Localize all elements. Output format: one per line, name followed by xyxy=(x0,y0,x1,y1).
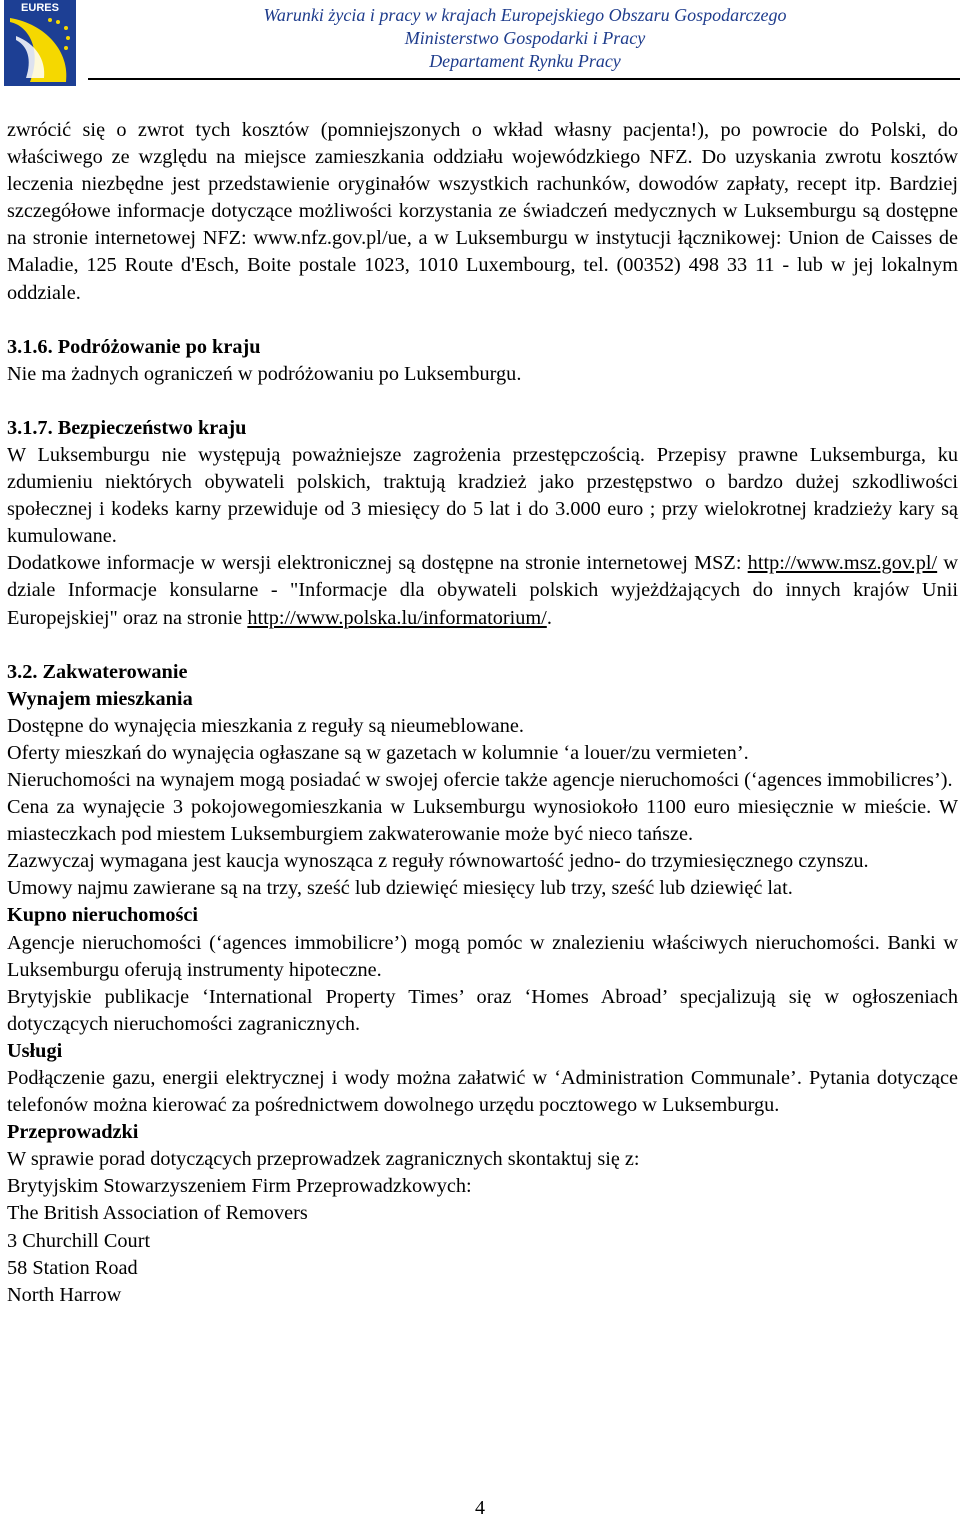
rent-paragraph-4: Cena za wynajęcie 3 pokojowegomieszkania w Luksemburgu wynosiokoło 1100 euro miesięcznie w mieście. W miasteczkach pod miestem Luksemburgiem zakwaterowanie może być nieco tańsze. xyxy=(7,796,958,846)
more-info-text-b: w dziale Informacje konsularne - "Informacje dla obywateli polskich wyjeżdżających do innych krajów Unii Europejskiej" oraz na stronie xyxy=(7,552,959,629)
subheading-buy: Kupno nieruchomości xyxy=(7,904,199,927)
rent-paragraph-6: Umowy najmu zawierane są na trzy, sześć lub dziewięć miesięcy lub trzy, sześć lub dziewięć lat. xyxy=(7,877,793,900)
health-costs-text-a: zwrócić się o zwrot tych kosztów (pomniejszonych o wkład własny pacjenta!), po powrocie do Polski, do właściwego ze względu na miejsce zamieszkania oddziału wojewódzkiego NFZ. Do uzyskania zwrotu kosztów leczenia niezbędne jest przedstawienie oryginałów wszystkich rachunków, dowodów zapłaty, recept itp. xyxy=(7,119,958,196)
page-number: 4 xyxy=(475,1497,485,1519)
health-costs-paragraph xyxy=(7,117,958,307)
moving-paragraph: W sprawie porad dotyczących przeprowadzek zagranicznych skontaktuj się z: xyxy=(7,1148,640,1171)
more-info-text-a: Dodatkowe informacje w wersji elektronicznej są dostępne na stronie internetowej MSZ: xyxy=(7,552,748,575)
msz-link[interactable]: http://www.msz.gov.pl/ xyxy=(747,552,938,575)
page-content xyxy=(7,117,958,1309)
services-paragraph: Podłączenie gazu, energii elektrycznej i wody można załatwić w ‘Administration Communale’. Pytania dotyczące telefonów można kierować za pośrednictwem dowolnego urzędu pocztowego w Luksemburgu. xyxy=(7,1067,958,1117)
eures-logo-icon xyxy=(4,0,76,86)
subheading-moving: Przeprowadzki xyxy=(7,1121,139,1144)
header-line-1: Warunki życia i pracy w krajach Europejskiego Obszaru Gospodarczego xyxy=(263,5,787,25)
header-divider xyxy=(88,78,960,80)
header-text xyxy=(100,4,950,73)
health-costs-text-b: Bardziej szczegółowe informacje dotyczące możliwości korzystania ze świadczeń medycznych w Luksemburgu są dostępne na stronie internetowej NFZ: www.nfz.gov.pl/ue, a w Luksemburgu w instytucji łącznikowej: Union de Caisses de Maladie, 125 Route d'Esch, Boite postale 1023, 1010 Luxembourg, tel. (00352) 498 33 11 - lub w jej lokalnym oddziale. xyxy=(7,173,958,304)
polska-lu-link[interactable]: http://www.polska.lu/informatorium/ xyxy=(247,606,547,629)
address-line: The British Association of Removers xyxy=(7,1202,308,1225)
eures-logo xyxy=(4,0,76,88)
address-line: North Harrow xyxy=(7,1283,122,1306)
header-line-2: Ministerstwo Gospodarki i Pracy xyxy=(404,28,646,48)
rent-paragraph-2: Oferty mieszkań do wynajęcia ogłaszane są w gazetach w kolumnie ‘a louer/zu vermieten’. xyxy=(7,741,749,764)
page-header xyxy=(0,0,960,88)
rent-paragraph-1: Dostępne do wynajęcia mieszkania z reguły są nieumeblowane. xyxy=(7,714,524,737)
address-line: 3 Churchill Court xyxy=(7,1229,151,1252)
section-heading-accommodation: 3.2. Zakwaterowanie xyxy=(7,660,188,683)
rent-paragraph-3: Nieruchomości na wynajem mogą posiadać w swojej ofercie także agencje nieruchomości (‘agences immobilicres’). xyxy=(7,768,953,791)
buy-paragraph-2: Brytyjskie publikacje ‘International Property Times’ oraz ‘Homes Abroad’ specjalizują się w ogłoszeniach dotyczących nieruchomości zagranicznych. xyxy=(7,985,958,1035)
section-heading-safety: 3.1.7. Bezpieczeństwo kraju xyxy=(7,416,247,439)
rent-paragraph-5: Zazwyczaj wymagana jest kaucja wynosząca z reguły równowartość jedno- do trzymiesięcznego czynszu. xyxy=(7,850,869,873)
address-line: 58 Station Road xyxy=(7,1256,138,1279)
safety-more-info xyxy=(7,550,958,631)
header-line-3: Departament Rynku Pracy xyxy=(429,51,621,71)
buy-paragraph-1: Agencje nieruchomości (‘agences immobilicre’) mogą pomóc w znalezieniu właściwych nieruchomości. Banki w Luksemburgu oferują instrumenty hipoteczne. xyxy=(7,931,958,981)
more-info-end: . xyxy=(546,606,552,629)
logo-text: EURES xyxy=(21,2,59,14)
address-line: Brytyjskim Stowarzyszeniem Firm Przeprowadzkowych: xyxy=(7,1175,472,1198)
travel-paragraph: Nie ma żadnych ograniczeń w podróżowaniu po Luksemburgu. xyxy=(7,362,522,385)
subheading-rent: Wynajem mieszkania xyxy=(7,687,193,710)
section-heading-travel: 3.1.6. Podróżowanie po kraju xyxy=(7,335,261,358)
safety-paragraph: W Luksemburgu nie występują poważniejsze zagrożenia przestępczością. Przepisy prawne Luksemburga, ku zdumieniu niektórych obywateli polskich, traktują kradzież jako przestępstwo o bardzo dużej szkodliwości społecznej i kodeks karny przewiduje od 3 miesięcy do 5 lat i do 3.000 euro ; przy wielokrotnej kradzieży kary są kumulowane. xyxy=(7,443,958,548)
subheading-services: Usługi xyxy=(7,1039,63,1062)
